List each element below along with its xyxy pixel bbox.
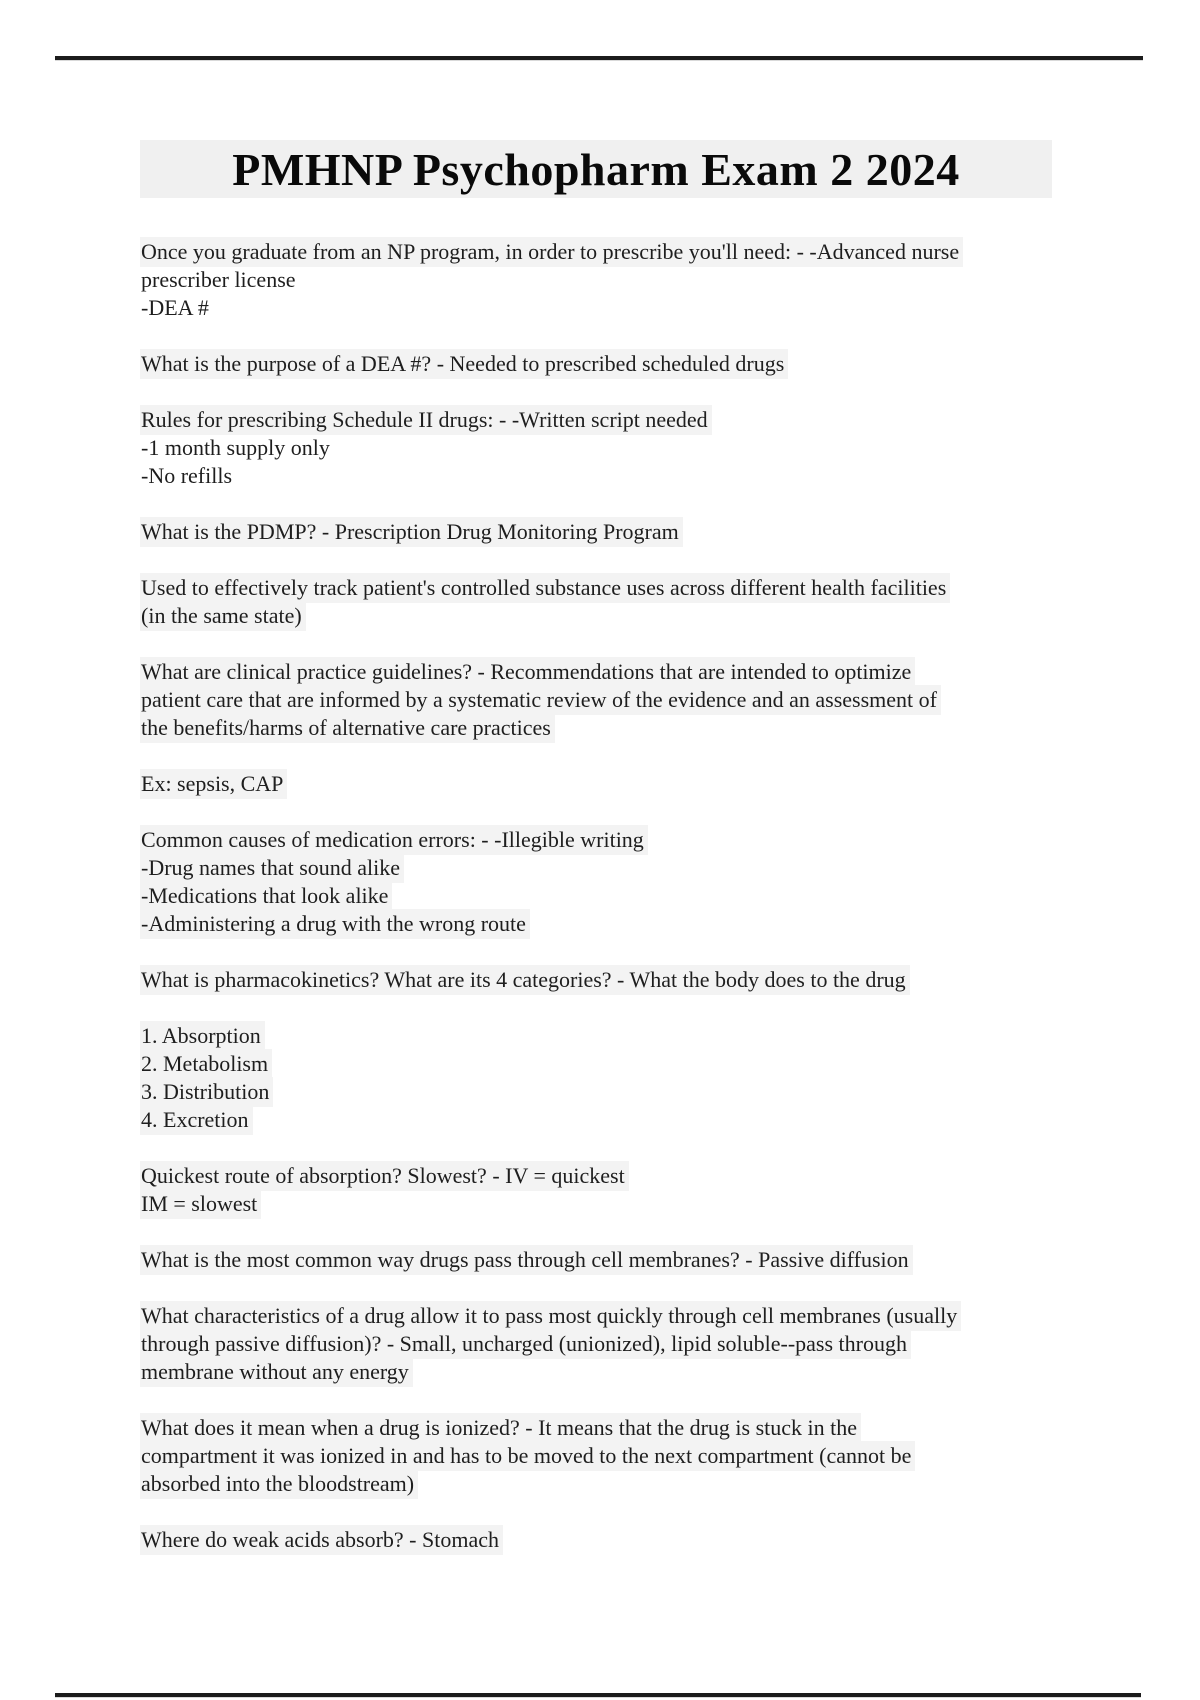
qa-line-text: patient care that are informed by a systematic review of the evidence and an assessment of (140, 685, 941, 715)
qa-line-text: prescriber license (141, 267, 296, 292)
qa-line-text: -No refills (141, 463, 233, 488)
qa-line (140, 294, 1070, 322)
qa-line (140, 350, 1070, 378)
qa-line-text: Rules for prescribing Schedule II drugs: - -Written script needed (140, 405, 712, 435)
qa-line-text: -Drug names that sound alike (140, 853, 404, 883)
qa-paragraph (140, 1022, 1070, 1134)
qa-line-text: What is pharmacokinetics? What are its 4 categories? - What the body does to the drug (140, 965, 910, 995)
qa-paragraph (140, 770, 1070, 798)
qa-line-text: 2. Metabolism (140, 1049, 272, 1079)
qa-line-text: 3. Distribution (140, 1077, 273, 1107)
qa-paragraph (140, 1414, 1070, 1498)
qa-line (140, 686, 1070, 714)
qa-line (140, 266, 1070, 294)
qa-paragraph (140, 1302, 1070, 1386)
qa-line-text: compartment it was ionized in and has to be moved to the next compartment (cannot be (140, 1441, 915, 1471)
qa-line (140, 714, 1070, 742)
qa-line-text: the benefits/harms of alternative care practices (140, 713, 555, 743)
qa-paragraph (140, 350, 1070, 378)
qa-line (140, 658, 1070, 686)
qa-paragraph (140, 406, 1070, 490)
qa-line (140, 434, 1070, 462)
qa-line-text: What characteristics of a drug allow it to pass most quickly through cell membranes (usually (140, 1301, 961, 1331)
qa-paragraph (140, 574, 1070, 630)
qa-line (140, 1414, 1070, 1442)
qa-line (140, 602, 1070, 630)
qa-line-text: What is the purpose of a DEA #? - Needed to prescribed scheduled drugs (140, 349, 788, 379)
qa-line (140, 1022, 1070, 1050)
qa-line-text: through passive diffusion)? - Small, uncharged (unionized), lipid soluble--pass through (140, 1329, 911, 1359)
qa-line (140, 1470, 1070, 1498)
qa-line-text: 4. Excretion (140, 1105, 253, 1135)
qa-list (140, 238, 1070, 1554)
qa-line-text: absorbed into the bloodstream) (140, 1469, 418, 1499)
qa-line-text: Quickest route of absorption? Slowest? - IV = quickest (140, 1161, 629, 1191)
qa-line (140, 1330, 1070, 1358)
qa-line (140, 854, 1070, 882)
qa-paragraph (140, 238, 1070, 322)
qa-line (140, 1078, 1070, 1106)
qa-paragraph (140, 518, 1070, 546)
qa-paragraph (140, 1246, 1070, 1274)
qa-line-text: What is the most common way drugs pass through cell membranes? - Passive diffusion (140, 1245, 913, 1275)
page-title: PMHNP Psychopharm Exam 2 2024 (232, 143, 960, 195)
qa-line-text: (in the same state) (140, 601, 306, 631)
qa-line (140, 238, 1070, 266)
qa-paragraph (140, 658, 1070, 742)
top-divider (55, 56, 1143, 60)
qa-line (140, 1246, 1070, 1274)
qa-line-text: 1. Absorption (140, 1021, 265, 1051)
qa-line-text: What is the PDMP? - Prescription Drug Monitoring Program (140, 517, 683, 547)
qa-line (140, 1050, 1070, 1078)
qa-line (140, 406, 1070, 434)
qa-paragraph (140, 966, 1070, 994)
qa-line (140, 1190, 1070, 1218)
document-content (140, 140, 1070, 1554)
qa-line-text: Ex: sepsis, CAP (140, 769, 287, 799)
bottom-divider (55, 1693, 1141, 1697)
qa-line-text: Used to effectively track patient's controlled substance uses across different health facilities (140, 573, 950, 603)
qa-line-text: -DEA # (141, 295, 209, 320)
qa-paragraph (140, 1162, 1070, 1218)
qa-line (140, 770, 1070, 798)
qa-line (140, 518, 1070, 546)
qa-line-text: membrane without any energy (140, 1357, 413, 1387)
qa-line-text: -Medications that look alike (140, 881, 392, 911)
qa-line (140, 1162, 1070, 1190)
qa-line (140, 1106, 1070, 1134)
qa-line (140, 574, 1070, 602)
qa-line (140, 1526, 1070, 1554)
qa-line-text: What does it mean when a drug is ionized? - It means that the drug is stuck in the (140, 1413, 861, 1443)
qa-line (140, 1358, 1070, 1386)
qa-line-text: -Administering a drug with the wrong route (140, 909, 530, 939)
title-band (140, 140, 1052, 198)
qa-paragraph (140, 826, 1070, 938)
qa-line (140, 910, 1070, 938)
qa-line (140, 882, 1070, 910)
qa-line-text: IM = slowest (140, 1189, 261, 1219)
qa-line-text: -1 month supply only (141, 435, 330, 460)
qa-line (140, 462, 1070, 490)
qa-line-text: What are clinical practice guidelines? - Recommendations that are intended to optimize (140, 657, 915, 687)
qa-paragraph (140, 1526, 1070, 1554)
qa-line (140, 966, 1070, 994)
qa-line (140, 1302, 1070, 1330)
qa-line (140, 826, 1070, 854)
qa-line-text: Common causes of medication errors: - -Illegible writing (140, 825, 648, 855)
qa-line-text: Where do weak acids absorb? - Stomach (140, 1525, 503, 1555)
qa-line (140, 1442, 1070, 1470)
qa-line-text: Once you graduate from an NP program, in order to prescribe you'll need: - -Advanced nurse (140, 237, 963, 267)
